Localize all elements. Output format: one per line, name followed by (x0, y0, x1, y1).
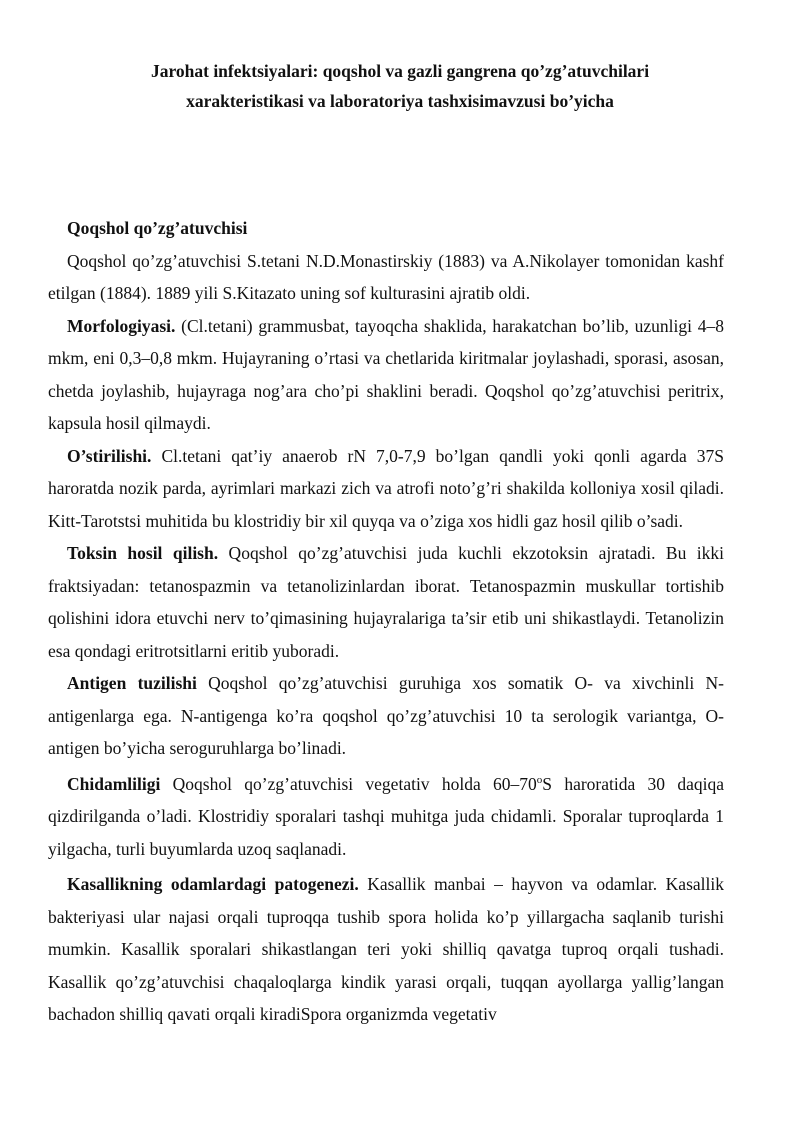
resistance-text-a: Qoqshol qo’zg’atuvchisi vegetativ holda 60–70 (160, 773, 537, 794)
pathogenesis-text: Kasallik manbai – hayvon va odamlar. Kasallik bakteriyasi ular najasi orqali tuproqqa tushib spora holida ko’p yillargacha saqlanib turishi mumkin. Kasallik sporalari shikastlangan teri yoki shilliq qavatga tuproq orqali tushadi. Kasallik qo’zg’atuvchisi chaqaloqlarga kindik yarasi orqali, tuqqan ayollarga yallig’langan bachadon shilliq qavati orqali kiradiSpora organizmda vegetativ (48, 874, 724, 1024)
intro-paragraph: Qoqshol qo’zg’atuvchisi S.tetani N.D.Monastirskiy (1883) va A.Nikolayer tomonidan kashf etilgan (1884). 1889 yili S.Kitazato uning sof kulturasini ajratib oldi. (48, 250, 724, 303)
document-title-line-1: Jarohat infektsiyalari: qoqshol va gazli gangrena qo’zg’atuvchilari (150, 61, 650, 81)
resistance-paragraph (48, 768, 724, 866)
degree-superscript: o (536, 773, 543, 786)
cultivation-lead: O’stirilishi. (67, 445, 152, 466)
toxin-lead: Toksin hosil qilish. (67, 543, 219, 563)
antigen-paragraph (48, 667, 724, 765)
pathogenesis-lead: Kasallikning odamlardagi patogenezi. (67, 874, 359, 894)
antigen-text: Qoqshol qo’zg’atuvchisi guruhiga xos somatik O- va xivchinli N-antigenlarga ega. N-antigenga ko’ra qoqshol qo’zg’atuvchisi 10 ta serologik variantga, O-antigen bo’yicha seroguruhlarga bo’linadi. (48, 673, 724, 758)
antigen-lead: Antigen tuzilishi (67, 673, 197, 693)
cultivation-paragraph (48, 440, 724, 538)
resistance-lead: Chidamliligi (67, 773, 161, 794)
document-body (48, 212, 724, 1031)
resistance-text-b: S haroratida 30 daqiqa qizdirilganda o’ladi. Klostridiy sporalari tashqi muhitga juda chidamli. Sporalar tuproqlarda 1 yilgacha, turli buyumlarda uzoq saqlanadi. (48, 773, 725, 859)
document-title (60, 56, 740, 116)
morphology-lead: Morfologiyasi. (67, 315, 176, 336)
document-title-line-2: xarakteristikasi va laboratoriya tashxisimavzusi bo’yicha (186, 91, 614, 111)
toxin-text: Qoqshol qo’zg’atuvchisi juda kuchli ekzotoksin ajratadi. Bu ikki fraktsiyadan: tetanospazmin va tetanolizinlardan iborat. Tetanospazmin muskullar tortishib qolishini idora etuvchi nerv to’qimasining hujayralariga ta’sir etib uni shikastlaydi. Tetanolizin esa qondagi eritrotsitlarni eritib yuboradi. (48, 543, 725, 661)
pathogenesis-paragraph (48, 868, 724, 1031)
morphology-paragraph (48, 310, 724, 440)
toxin-paragraph (48, 537, 724, 667)
cultivation-text: Cl.tetani qat’iy anaerob rN 7,0-7,9 bo’lgan qandli yoki qonli agarda 37S haroratda nozik parda, ayrimlari markazi zich va atrofi noto’g’ri shakilda kolloniya xosil qiladi. Kitt-Tarotstsi muhitida bu klostridiy bir xil quyqa va o’ziga xos hidli gaz hosil qilib o’sadi. (48, 445, 724, 531)
section-heading: Qoqshol qo’zg’atuvchisi (67, 218, 248, 238)
morphology-text: (Cl.tetani) grammusbat, tayoqcha shaklida, harakatchan bo’lib, uzunligi 4–8 mkm, eni 0,3–0,8 mkm. Hujayraning o’rtasi va chetlarida kiritmalar joylashadi, sporasi, asosan, chetda joylashib, hujayraga nog’ara cho’pi shaklini beradi. Qoqshol qo’zg’atuvchisi peritrix, kapsula hosil qilmaydi. (48, 315, 724, 433)
